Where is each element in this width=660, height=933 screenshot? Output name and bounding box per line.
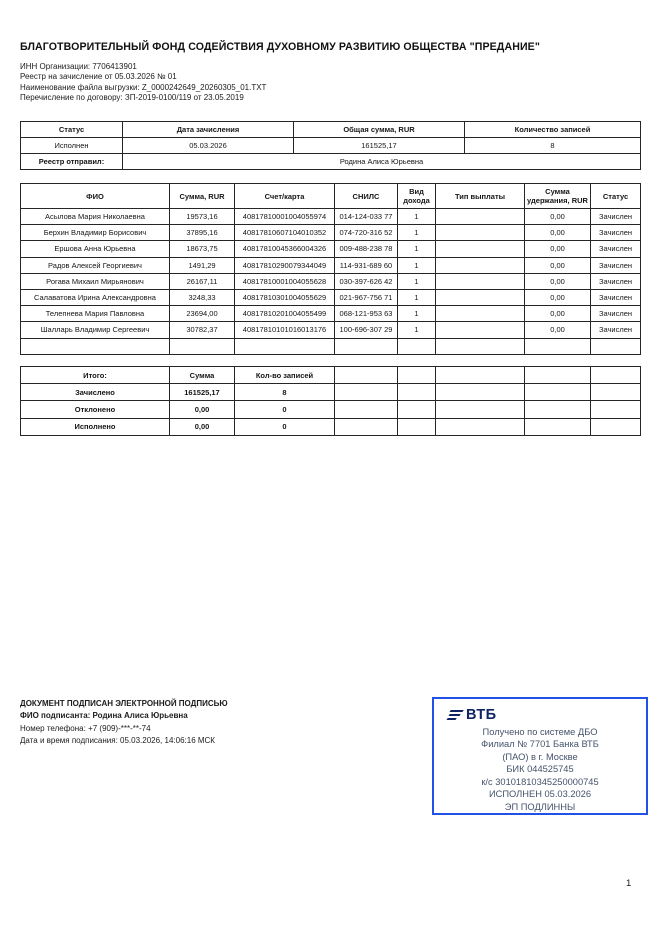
signature-block <box>20 698 350 748</box>
col-withholding: Сумма удержания, RUR <box>525 184 591 209</box>
table-cell <box>335 338 398 354</box>
table-cell: 0,00 <box>525 306 591 322</box>
table-cell: Телепнева Мария Павловна <box>21 306 170 322</box>
vtb-logo <box>447 707 646 723</box>
table-cell: 37895,16 <box>170 225 235 241</box>
table-row <box>21 225 641 241</box>
table-cell: 0,00 <box>170 401 235 418</box>
vtb-logo-text: ВТБ <box>466 707 497 723</box>
table-cell: 0,00 <box>170 418 235 435</box>
table-cell <box>398 338 436 354</box>
table-cell: 009-488-238 78 <box>335 241 398 257</box>
col-amount: Сумма, RUR <box>170 184 235 209</box>
table-cell: 30782,37 <box>170 322 235 338</box>
table-cell <box>436 273 525 289</box>
table-cell: 0,00 <box>525 241 591 257</box>
table-cell <box>591 367 641 384</box>
stamp-line: БИК 044525745 <box>506 764 574 775</box>
table-cell: 19573,16 <box>170 209 235 225</box>
table-row <box>21 418 641 435</box>
table-cell: 40817810201004055499 <box>235 306 335 322</box>
summary-date: 05.03.2026 <box>123 138 294 154</box>
table-cell: 1491,29 <box>170 257 235 273</box>
table-cell: Итого: <box>21 367 170 384</box>
signature-line: Номер телефона: +7 (909)-***-**-74 <box>20 723 151 733</box>
table-row <box>21 306 641 322</box>
stamp-text <box>434 726 646 813</box>
col-account: Счет/карта <box>235 184 335 209</box>
table-cell: Зачислен <box>591 273 641 289</box>
signature-lines <box>20 710 350 747</box>
table-cell <box>335 418 398 435</box>
table-cell: 1 <box>398 322 436 338</box>
sender-value: Родина Алиса Юрьевна <box>123 154 641 170</box>
table-cell <box>525 401 591 418</box>
table-cell: 0 <box>235 401 335 418</box>
table-cell <box>335 367 398 384</box>
table-row <box>21 338 641 354</box>
table-cell <box>398 367 436 384</box>
table-cell: 40817810001004055974 <box>235 209 335 225</box>
table-cell: Зачислен <box>591 225 641 241</box>
sender-label: Реестр отправил: <box>21 154 123 170</box>
table-cell: 1 <box>398 273 436 289</box>
table-cell: Берхин Владимир Борисович <box>21 225 170 241</box>
table-cell <box>436 338 525 354</box>
table-cell: 40817810607104010352 <box>235 225 335 241</box>
table-cell <box>21 338 170 354</box>
table-cell: 014-124-033 77 <box>335 209 398 225</box>
page-number: 1 <box>626 878 632 889</box>
table-cell: 068-121-953 63 <box>335 306 398 322</box>
col-fio: ФИО <box>21 184 170 209</box>
table-cell: 1 <box>398 257 436 273</box>
col-payment-type: Тип выплаты <box>436 184 525 209</box>
table-cell: 114-931-689 60 <box>335 257 398 273</box>
summary-header-total: Общая сумма, RUR <box>294 122 465 138</box>
signature-line: ФИО подписанта: Родина Алиса Юрьевна <box>20 711 188 721</box>
table-cell <box>335 384 398 401</box>
table-cell <box>436 241 525 257</box>
table-cell: 1 <box>398 241 436 257</box>
table-cell: 23694,00 <box>170 306 235 322</box>
table-cell <box>525 418 591 435</box>
table-cell: 0,00 <box>525 225 591 241</box>
table-row <box>21 367 641 384</box>
table-cell <box>436 225 525 241</box>
register-header-row <box>21 184 641 209</box>
table-cell: 8 <box>235 384 335 401</box>
vtb-stamp <box>432 697 648 815</box>
col-snils: СНИЛС <box>335 184 398 209</box>
table-row <box>21 384 641 401</box>
stamp-line: (ПАО) в г. Москве <box>502 751 578 762</box>
table-row <box>21 209 641 225</box>
table-row <box>21 241 641 257</box>
table-cell: 18673,75 <box>170 241 235 257</box>
col-income-type: Вид дохода <box>398 184 436 209</box>
table-cell: Зачислен <box>591 241 641 257</box>
summary-sender-row <box>21 154 641 170</box>
stamp-line: Получено по системе ДБО <box>482 727 598 737</box>
table-row <box>21 289 641 305</box>
register-table <box>20 183 641 355</box>
summary-count: 8 <box>465 138 641 154</box>
info-line: Наименование файла выгрузки: Z_0000242649_20260305_01.TXT <box>20 82 267 92</box>
table-cell <box>436 257 525 273</box>
table-cell: 030-397-626 42 <box>335 273 398 289</box>
table-cell: Салаватова Ирина Александровна <box>21 289 170 305</box>
table-cell <box>436 367 525 384</box>
col-status: Статус <box>591 184 641 209</box>
table-cell: Исполнено <box>21 418 170 435</box>
table-cell: Ершова Анна Юрьевна <box>21 241 170 257</box>
stamp-line: ЭП ПОДЛИННЫ <box>504 801 576 812</box>
table-cell <box>525 367 591 384</box>
table-cell: 0,00 <box>525 289 591 305</box>
table-cell <box>525 338 591 354</box>
table-cell <box>591 401 641 418</box>
table-cell: Рогава Михаил Мирьянович <box>21 273 170 289</box>
table-cell <box>398 384 436 401</box>
table-cell: Отклонено <box>21 401 170 418</box>
table-cell: 161525,17 <box>170 384 235 401</box>
table-row <box>21 401 641 418</box>
summary-status: Исполнен <box>21 138 123 154</box>
table-cell: Зачислен <box>591 289 641 305</box>
table-cell <box>170 338 235 354</box>
table-cell: Зачислен <box>591 209 641 225</box>
signature-title: ДОКУМЕНТ ПОДПИСАН ЭЛЕКТРОННОЙ ПОДПИСЬЮ <box>20 699 228 708</box>
summary-header-status: Статус <box>21 122 123 138</box>
info-line: Перечисление по договору: ЗП-2019-0100/119 от 23.05.2019 <box>20 93 244 103</box>
table-cell: 1 <box>398 306 436 322</box>
table-cell: Кол-во записей <box>235 367 335 384</box>
table-cell: 0,00 <box>525 273 591 289</box>
summary-header-count: Количество записей <box>465 122 641 138</box>
organization-title: БЛАГОТВОРИТЕЛЬНЫЙ ФОНД СОДЕЙСТВИЯ ДУХОВНОМУ РАЗВИТИЮ ОБЩЕСТВА "ПРЕДАНИЕ" <box>20 41 540 53</box>
table-cell <box>398 401 436 418</box>
table-cell: 074-720-316 52 <box>335 225 398 241</box>
stamp-line: к/с 30101810345250000745 <box>481 776 599 787</box>
table-cell <box>591 418 641 435</box>
stamp-line: ИСПОЛНЕН 05.03.2026 <box>488 789 592 800</box>
organization-info <box>20 62 640 104</box>
table-cell: 0,00 <box>525 322 591 338</box>
table-cell <box>436 322 525 338</box>
table-cell: 40817810045366004326 <box>235 241 335 257</box>
summary-header-row <box>21 122 641 138</box>
info-line: ИНН Организации: 7706413901 <box>20 62 137 71</box>
table-cell: 021-967-756 71 <box>335 289 398 305</box>
table-cell: 40817810290079344049 <box>235 257 335 273</box>
summary-header-date: Дата зачисления <box>123 122 294 138</box>
table-cell: Зачислен <box>591 257 641 273</box>
table-cell: Зачислен <box>591 306 641 322</box>
table-cell <box>436 401 525 418</box>
table-cell: Сумма <box>170 367 235 384</box>
table-cell <box>436 209 525 225</box>
table-cell: 40817810101016013176 <box>235 322 335 338</box>
info-line: Реестр на зачисление от 05.03.2026 № 01 <box>20 72 177 82</box>
table-cell: 26167,11 <box>170 273 235 289</box>
summary-total: 161525,17 <box>294 138 465 154</box>
table-row <box>21 257 641 273</box>
table-row <box>21 273 641 289</box>
table-cell <box>235 338 335 354</box>
table-cell: Зачислено <box>21 384 170 401</box>
table-cell <box>335 401 398 418</box>
table-cell: Зачислен <box>591 322 641 338</box>
table-cell: Асылова Мария Николаевна <box>21 209 170 225</box>
table-cell <box>398 418 436 435</box>
table-cell <box>436 384 525 401</box>
table-cell <box>591 384 641 401</box>
stamp-line: Филиал № 7701 Банка ВТБ <box>481 739 599 750</box>
table-cell: 3248,33 <box>170 289 235 305</box>
table-cell <box>436 289 525 305</box>
table-cell: Шалларь Владимир Сергеевич <box>21 322 170 338</box>
summary-value-row <box>21 138 641 154</box>
table-cell: 40817810301004055629 <box>235 289 335 305</box>
table-row <box>21 322 641 338</box>
totals-table <box>20 366 641 436</box>
table-cell: 1 <box>398 225 436 241</box>
table-cell: 40817810001004055628 <box>235 273 335 289</box>
table-cell <box>436 418 525 435</box>
table-cell: 0,00 <box>525 257 591 273</box>
signature-line: Дата и время подписания: 05.03.2026, 14:06:16 МСК <box>20 736 215 746</box>
summary-table <box>20 121 641 170</box>
table-cell <box>591 338 641 354</box>
vtb-wing-icon <box>447 710 463 721</box>
table-cell: 0,00 <box>525 209 591 225</box>
table-cell: 0 <box>235 418 335 435</box>
table-cell <box>436 306 525 322</box>
table-cell <box>525 384 591 401</box>
table-cell: 1 <box>398 289 436 305</box>
table-cell: 1 <box>398 209 436 225</box>
table-cell: Радов Алексей Георгиевич <box>21 257 170 273</box>
table-cell: 100-696-307 29 <box>335 322 398 338</box>
